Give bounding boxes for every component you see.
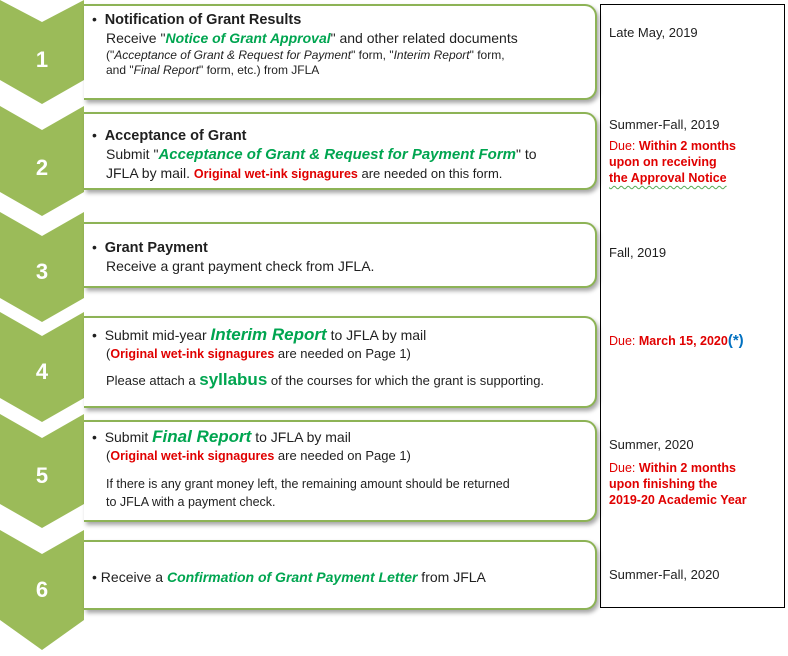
timeline-1: Late May, 2019 bbox=[609, 25, 698, 40]
step-box-3: • Grant Payment Receive a grant payment check from JFLA. bbox=[84, 222, 597, 288]
footnote-star: (*) bbox=[727, 332, 744, 349]
step-number-3: 3 bbox=[35, 259, 49, 284]
acceptance-form-name: Acceptance of Grant & Request for Payment Form bbox=[158, 146, 517, 163]
final-report: Final Report bbox=[152, 427, 252, 446]
timeline-2: Summer-Fall, 2019 bbox=[609, 117, 720, 132]
step-number-4: 4 bbox=[35, 359, 49, 384]
step-number-5: 5 bbox=[35, 463, 49, 488]
step-number-2: 2 bbox=[35, 155, 49, 180]
timeline-column bbox=[600, 4, 785, 608]
step-3-heading: Grant Payment bbox=[104, 240, 208, 256]
step-2-heading: Acceptance of Grant bbox=[104, 128, 247, 144]
step-number-6: 6 bbox=[35, 577, 49, 602]
step-box-4: • Submit mid-year Interim Report to JFLA by mail (Original wet-ink signagures are needed on Page 1) Please attach a syllabus of the courses for which the grant is supporting. bbox=[84, 316, 597, 408]
timeline-5-due: Due: Within 2 months upon finishing the 2019-20 Academic Year bbox=[609, 461, 747, 507]
timeline-6: Summer-Fall, 2020 bbox=[609, 567, 720, 582]
notice-of-grant-approval: Notice of Grant Approval bbox=[165, 30, 331, 46]
step-box-5: • Submit Final Report to JFLA by mail (Original wet-ink signagures are needed on Page 1) If there is any grant money left, the remaining amount should be returned to JFLA with a payment check. bbox=[84, 420, 597, 522]
step-box-2: • Acceptance of Grant Submit "Acceptance of Grant & Request for Payment Form" to JFLA by mail. Original wet-ink signagures are needed on this form. bbox=[84, 112, 597, 190]
signature-note: Original wet-ink signagures bbox=[110, 347, 275, 361]
step-box-6: • Receive a Confirmation of Grant Payment Letter from JFLA bbox=[84, 540, 597, 610]
confirmation-letter: Confirmation of Grant Payment Letter bbox=[166, 569, 418, 585]
signature-note: Original wet-ink signagures bbox=[193, 167, 358, 181]
timeline-5: Summer, 2020 bbox=[609, 437, 694, 452]
interim-report: Interim Report bbox=[210, 325, 327, 344]
step-1-heading: Notification of Grant Results bbox=[104, 12, 302, 28]
timeline-3: Fall, 2019 bbox=[609, 245, 667, 260]
syllabus: syllabus bbox=[199, 370, 268, 389]
step-box-1: • Notification of Grant Results Receive "Notice of Grant Approval" and other related documents ("Acceptance of Grant & Request for Payment" form, "Interim Report" form, and "Final Report" form, etc.) from JFLA bbox=[84, 4, 597, 100]
signature-note: Original wet-ink signagures bbox=[110, 449, 275, 463]
timeline-2-due: Due: Within 2 months upon on receiving the Approval Notice bbox=[609, 139, 736, 185]
timeline-4-due: Due: March 15, 2020(*) bbox=[609, 332, 744, 349]
step-number-1: 1 bbox=[35, 47, 49, 72]
